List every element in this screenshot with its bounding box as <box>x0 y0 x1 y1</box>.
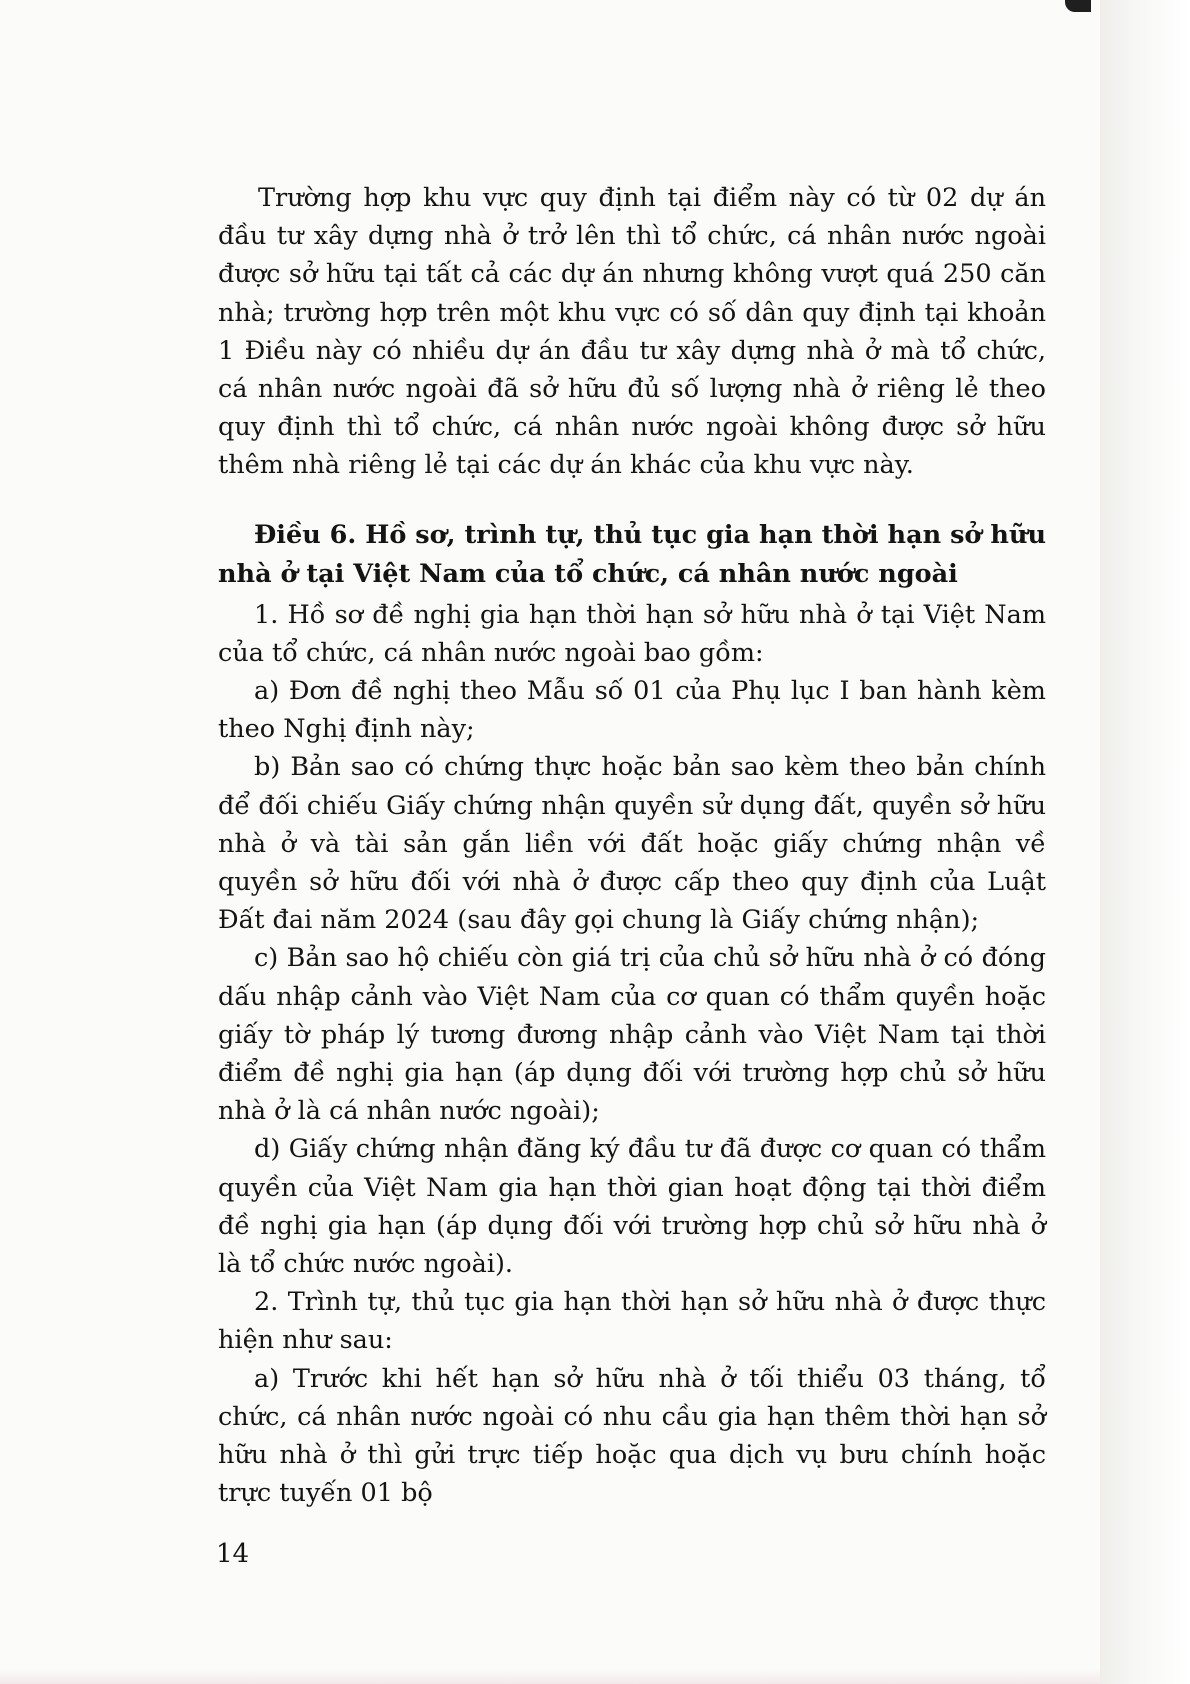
page-bottom-edge <box>0 1670 1100 1684</box>
clause-2-intro: 2. Trình tự, thủ tục gia hạn thời hạn sở hữu nhà ở được thực hiện như sau: <box>218 1287 1046 1356</box>
clause-2-item-a: a) Trước khi hết hạn sở hữu nhà ở tối thiểu 03 tháng, tổ chức, cá nhân nước ngoài có nhu cầu gia hạn thêm thời hạn sở hữu nhà ở thì gửi trực tiếp hoặc qua dịch vụ bưu chính hoặc trực tuyến 01 bộ <box>218 1363 1046 1509</box>
paragraph-foreign-ownership-limit: Trường hợp khu vực quy định tại điểm này có từ 02 dự án đầu tư xây dựng nhà ở trở lên thì tổ chức, cá nhân nước ngoài được sở hữu tại tất cả các dự án nhưng không vượt quá 250 căn nhà; trường hợp trên một khu vực có số dân quy định tại khoản 1 Điều này có nhiều dự án đầu tư xây dựng nhà ở mà tổ chức, cá nhân nước ngoài đã sở hữu đủ số lượng nhà ở riêng lẻ theo quy định thì tổ chức, cá nhân nước ngoài không được sở hữu thêm nhà riêng lẻ tại các dự án khác của khu vực này. <box>218 183 1046 481</box>
scan-corner-mark <box>1065 0 1091 12</box>
clause-1-item-c: c) Bản sao hộ chiếu còn giá trị của chủ sở hữu nhà ở có đóng dấu nhập cảnh vào Việt Nam của cơ quan có thẩm quyền hoặc giấy tờ pháp lý tương đương nhập cảnh vào Việt Nam tại thời điểm đề nghị gia hạn (áp dụng đối với trường hợp chủ sở hữu nhà ở là cá nhân nước ngoài); <box>218 943 1046 1127</box>
page-edge-shadow <box>1100 0 1190 1684</box>
clause-1-item-d: d) Giấy chứng nhận đăng ký đầu tư đã được cơ quan có thẩm quyền của Việt Nam gia hạn thời gian hoạt động tại thời điểm đề nghị gia hạn (áp dụng đối với trường hợp chủ sở hữu nhà ở là tổ chức nước ngoài). <box>218 1134 1046 1280</box>
article-6-heading: Điều 6. Hồ sơ, trình tự, thủ tục gia hạn thời hạn sở hữu nhà ở tại Việt Nam của tổ chức, cá nhân nước ngoài <box>218 519 1046 589</box>
clause-1-item-b: b) Bản sao có chứng thực hoặc bản sao kèm theo bản chính để đối chiếu Giấy chứng nhận quyền sử dụng đất, quyền sở hữu nhà ở và tài sản gắn liền với đất hoặc giấy chứng nhận về quyền sở hữu đối với nhà ở được cấp theo quy định của Luật Đất đai năm 2024 (sau đây gọi chung là Giấy chứng nhận); <box>218 752 1046 936</box>
clause-1-item-a: a) Đơn đề nghị theo Mẫu số 01 của Phụ lục I ban hành kèm theo Nghị định này; <box>218 676 1046 745</box>
clause-1-intro: 1. Hồ sơ đề nghị gia hạn thời hạn sở hữu nhà ở tại Việt Nam của tổ chức, cá nhân nước ngoài bao gồm: <box>218 599 1046 668</box>
document-body <box>218 179 1046 1513</box>
page-number: 14 <box>216 1539 250 1569</box>
